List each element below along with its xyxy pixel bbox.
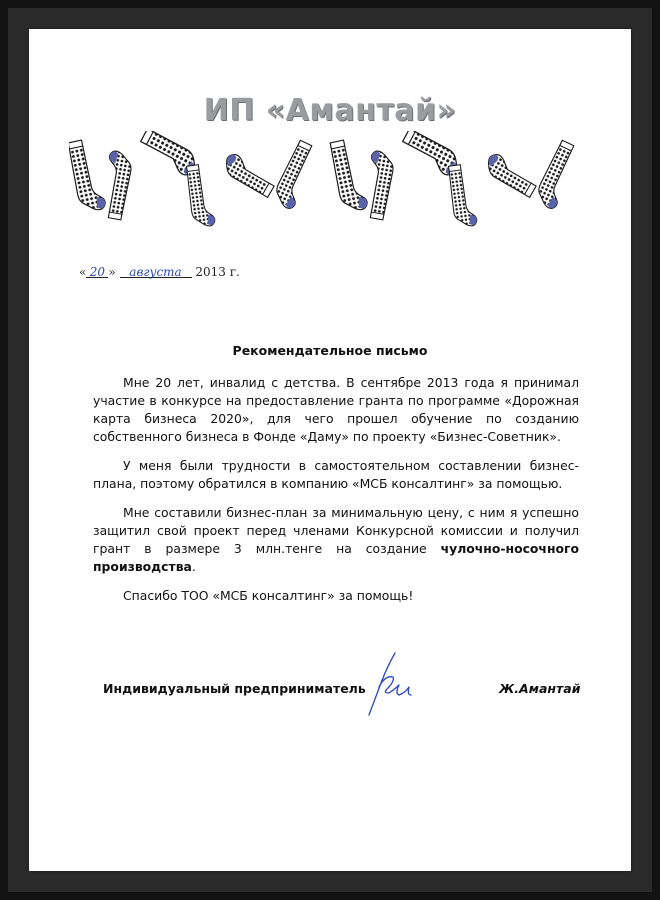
paragraph-3-end: . <box>191 559 196 574</box>
sock-8 <box>361 150 396 220</box>
sock-2 <box>99 150 134 220</box>
sock-10 <box>447 164 477 229</box>
date-day: 20 <box>89 265 105 279</box>
letter-body <box>93 374 579 616</box>
paragraph-2: У меня были трудности в самостоятельном составлении бизнес-плана, поэтому обратился в компанию «МСБ консалтинг» за помощью. <box>93 458 579 491</box>
letter-page <box>29 29 631 871</box>
date-day-blank <box>86 265 108 278</box>
sock-1 <box>69 138 106 213</box>
date-open-quote: « <box>79 265 87 279</box>
signer-name: Ж.Амантай <box>499 681 581 696</box>
paragraph-1: Мне 20 лет, инвалид с детства. В сентябре 2013 года я принимал участие в конкурсе на предоставление гранта по программе «Дорожная карта бизнеса 2020», для чего прошел обучение по созданию собственного бизнеса в Фонде «Даму» по проекту «Бизнес-Советник». <box>93 375 579 444</box>
paragraph-3-emphasis: чулочно-носочного производства <box>93 541 579 574</box>
date-close-quote: » <box>108 265 116 279</box>
socks-logo <box>69 131 589 235</box>
letter-date <box>79 265 240 279</box>
paragraph-4: Спасибо ТОО «МСБ консалтинг» за помощь! <box>123 588 414 603</box>
sock-7 <box>329 138 369 213</box>
company-name: ИП «Амантай» <box>203 93 457 128</box>
signer-role: Индивидуальный предприниматель <box>103 681 366 696</box>
letter-title: Рекомендательное письмо <box>232 343 428 358</box>
sock-12 <box>533 140 583 211</box>
sock-11 <box>483 152 541 198</box>
paragraph-3-text: Мне составили бизнес-план за минимальную цену, с ним я успешно защитил свой проект перед членами Конкурсной комиссии и получил грант в размере 3 млн.тенге на создание <box>93 505 579 556</box>
date-month: августа <box>129 265 182 279</box>
date-month-blank <box>120 265 192 278</box>
date-year: 2013 г. <box>195 265 240 279</box>
sock-4 <box>185 164 215 229</box>
sock-5 <box>221 152 279 198</box>
handwritten-signature <box>365 649 415 719</box>
paragraph-3 <box>93 504 579 576</box>
sock-6 <box>271 140 321 211</box>
